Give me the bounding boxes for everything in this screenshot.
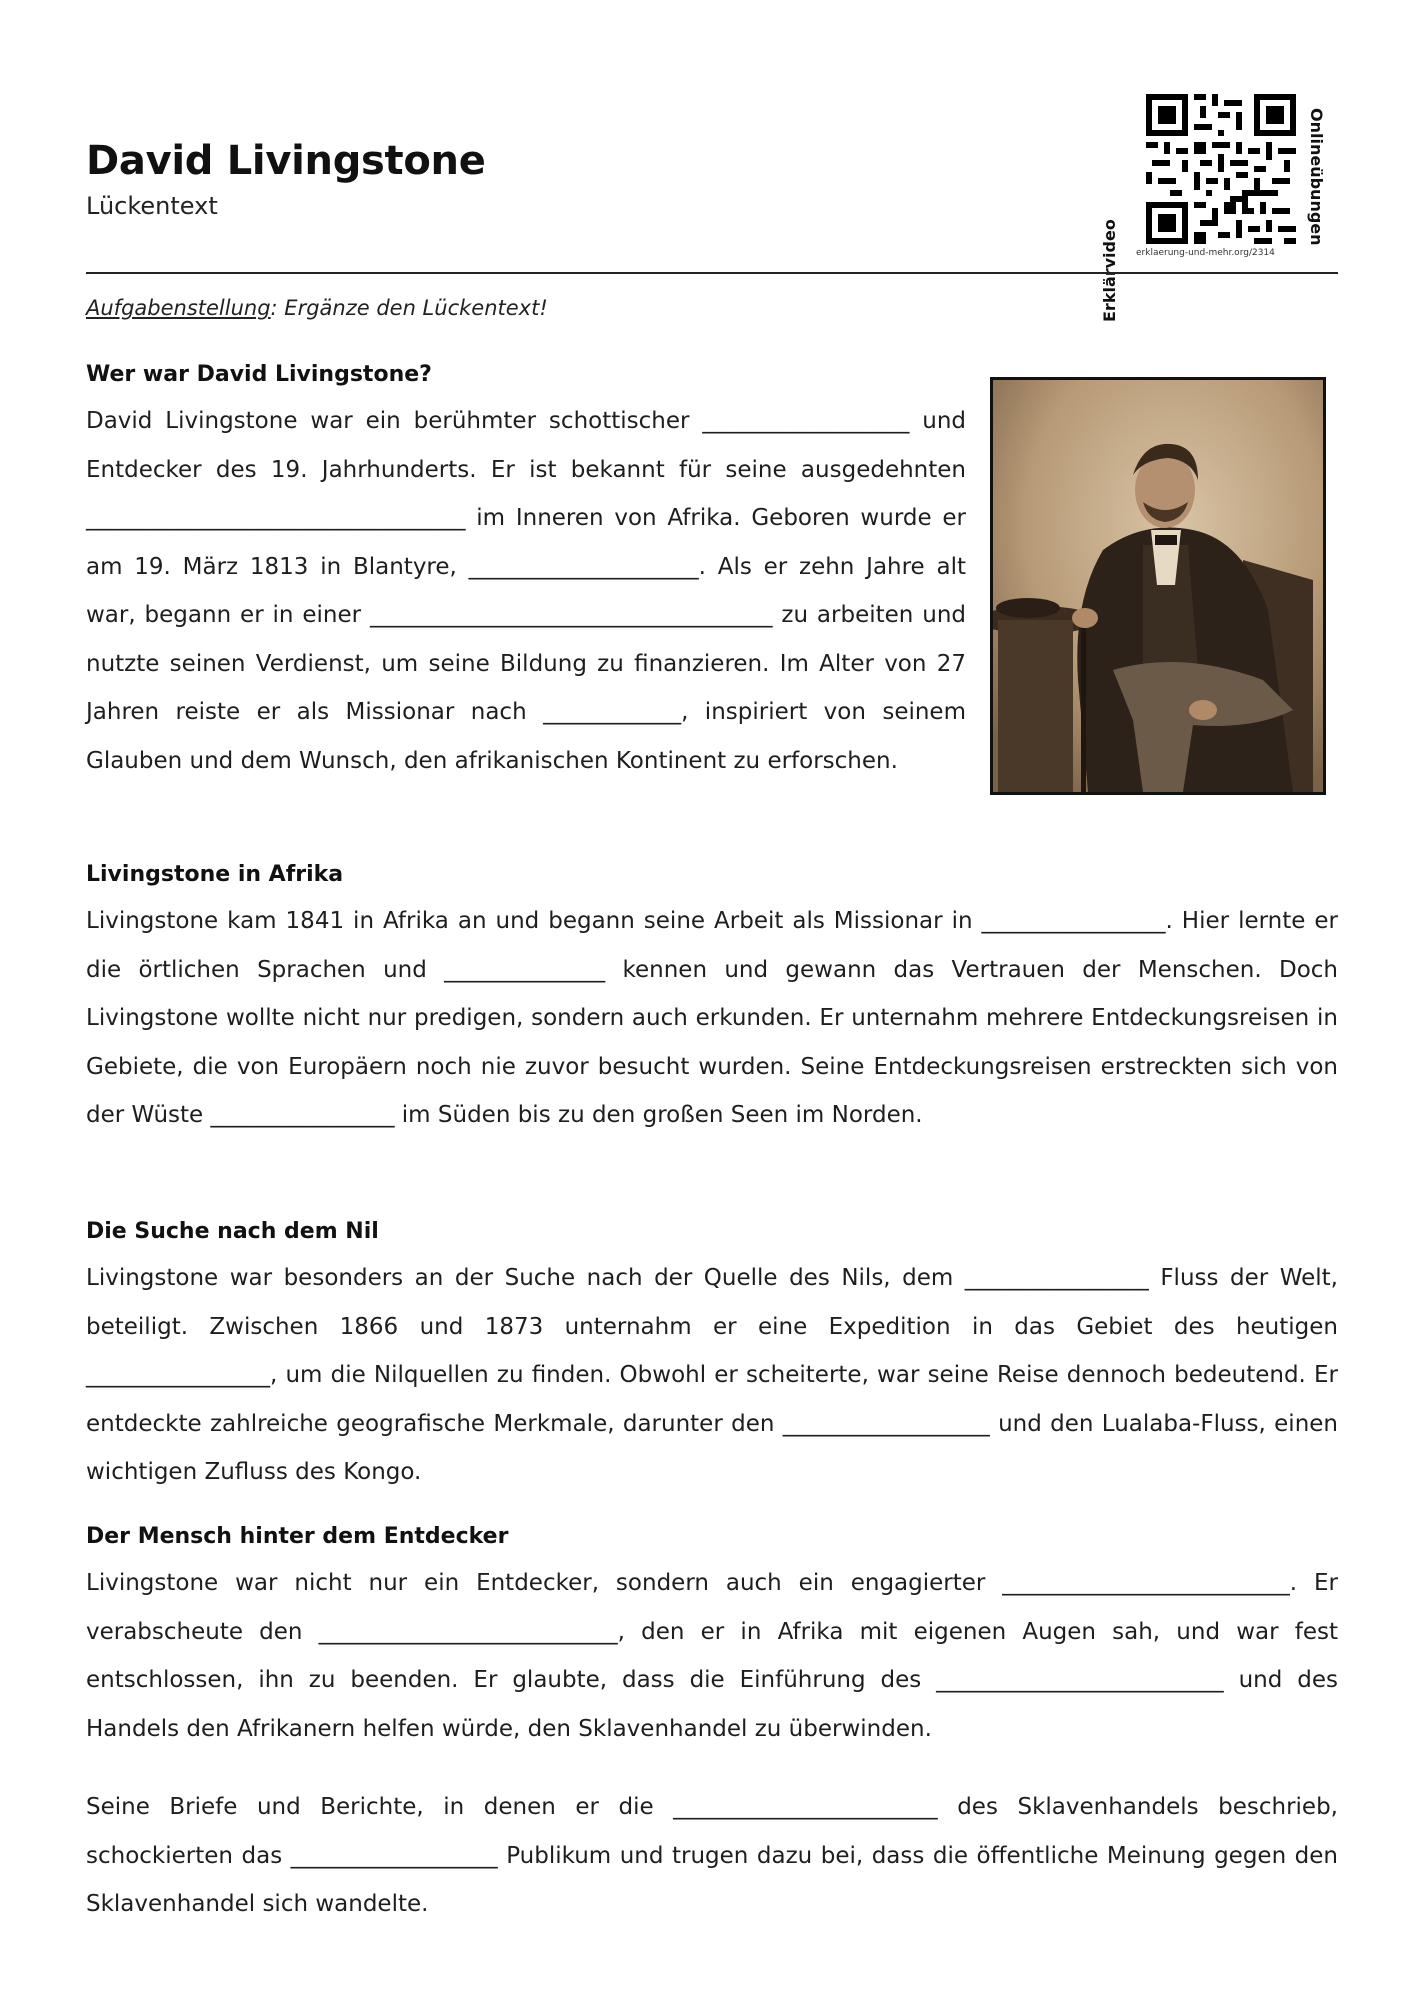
worksheet-page <box>86 0 1338 2000</box>
section-heading: Wer war David Livingstone? <box>86 362 432 387</box>
section-paragraph: Livingstone war besonders an der Suche nach der Quelle des Nils, dem ________________ Fluss der Welt, beteiligt. Zwischen 1866 und 1873 unternahm er eine Expedition in das Gebiet des heutigen ________________, um die Nilquellen zu finden. Obwohl er scheiterte, war seine Reise dennoch bedeutend. Er entdeckte zahlreiche geografische Merkmale, darunter den __________________ und den Lualaba-Fluss, einen wichtigen Zufluss des Kongo. <box>86 1265 1338 1485</box>
portrait-photo <box>990 377 1326 795</box>
qr-code-icon[interactable] <box>1146 94 1296 244</box>
qr-url: erklaerung-und-mehr.org/2314 <box>1136 248 1275 258</box>
page-title: David Livingstone <box>86 138 486 184</box>
section-heading: Der Mensch hinter dem Entdecker <box>86 1524 509 1549</box>
qr-block <box>1096 90 1336 322</box>
page-subtitle: Lückentext <box>86 192 218 220</box>
task-text: : Ergänze den Lückentext! <box>270 296 548 320</box>
portrait-illustration <box>993 380 1323 792</box>
section-heading: Livingstone in Afrika <box>86 862 344 887</box>
qr-right-label: Onlineübungen <box>1307 108 1326 246</box>
section-paragraph: Seine Briefe und Berichte, in denen er die _______________________ des Sklavenhandels beschrieb, schockierten das __________________ Publikum und trugen dazu bei, dass die öffentliche Meinung gegen den Sklavenhandel sich wandelte. <box>86 1794 1338 1917</box>
header-divider <box>86 272 1338 274</box>
qr-left-label: Erklärvideo <box>1100 219 1119 322</box>
section-paragraph: David Livingstone war ein berühmter schottischer __________________ und Entdecker des 19. Jahrhunderts. Er ist bekannt für seine ausgedehnten _________________________________ im Inneren von Afrika. Geboren wurde er am 19. März 1813 in Blantyre, ____________________. Als er zehn Jahre alt war, begann er in einer ___________________________________ zu arbeiten und nutzte seinen Verdienst, um seine Bildung zu finanzieren. Im Alter von 27 Jahren reiste er als Missionar nach ____________, inspiriert von seinem Glauben und dem Wunsch, den afrikanischen Kontinent zu erforschen. <box>86 408 966 774</box>
task-label: Aufgabenstellung <box>86 296 271 320</box>
section-heading: Die Suche nach dem Nil <box>86 1219 379 1244</box>
task-instruction <box>86 296 548 320</box>
section-paragraph: Livingstone kam 1841 in Afrika an und begann seine Arbeit als Missionar in ________________. Hier lernte er die örtlichen Sprachen und ______________ kennen und gewann das Vertrauen der Menschen. Doch Livingstone wollte nicht nur predigen, sondern auch erkunden. Er unternahm mehrere Entdeckungsreisen in Gebiete, die von Europäern noch nie zuvor besucht wurden. Seine Entdeckungsreisen erstreckten sich von der Wüste ________________ im Süden bis zu den großen Seen im Norden. <box>86 908 1338 1128</box>
section-paragraph: Livingstone war nicht nur ein Entdecker, sondern auch ein engagierter _________________________. Er verabscheute den __________________________, den er in Afrika mit eigenen Augen sah, und war fest entschlossen, ihn zu beenden. Er glaubte, dass die Einführung des _________________________ und des Handels den Afrikanern helfen würde, den Sklavenhandel zu überwinden. <box>86 1570 1338 1742</box>
